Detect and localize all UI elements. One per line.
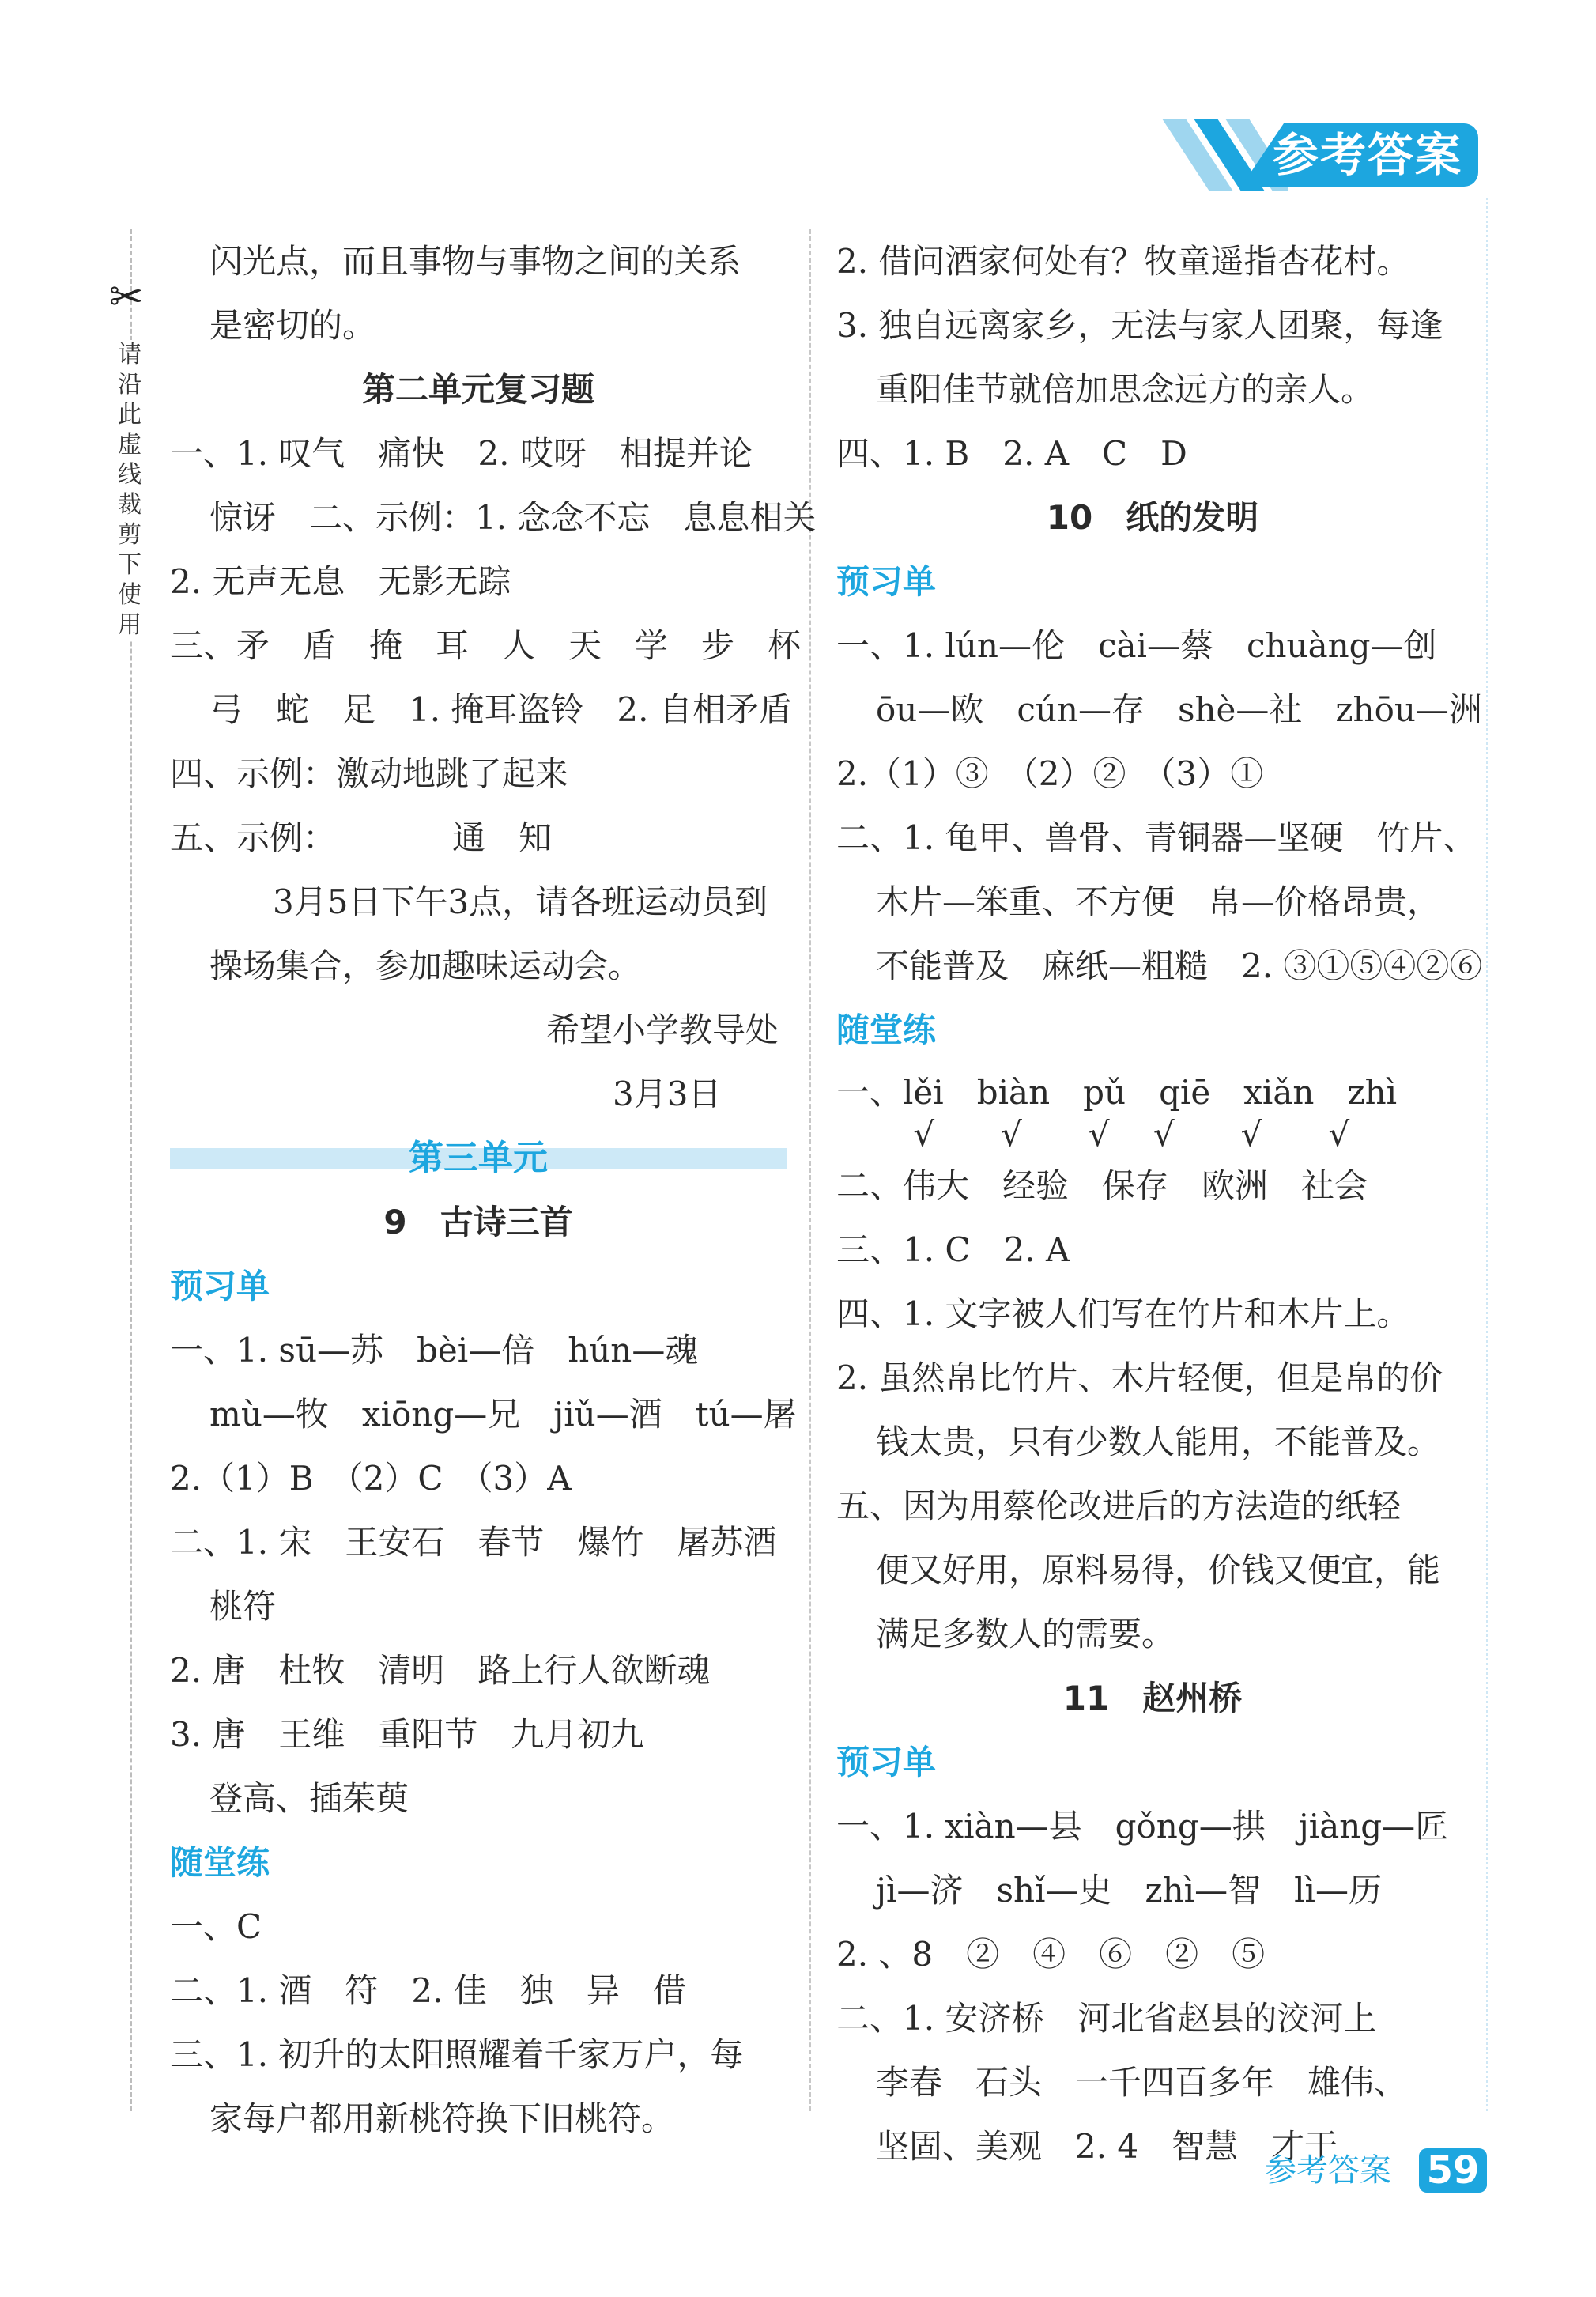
text-line: 五、示例： 通 知 [170, 818, 553, 857]
lesson-title: 11 赵州桥 [1062, 1679, 1243, 1717]
text-line: 四、1. 文字被人们写在竹片和木片上。 [836, 1294, 1410, 1333]
text-line: jì—济 shǐ—史 zhì—智 lì—历 [876, 1871, 1382, 1910]
notice-body: 操场集合，参加趣味运动会。 [209, 946, 642, 985]
text-line: 2. 无声无息 无影无踪 [170, 562, 511, 601]
unit-heading [170, 1126, 787, 1190]
text-line: 李春 石头 一千四百多年 雄伟、 [876, 2063, 1408, 2102]
text-line: 钱太贵，只有少数人能用，不能普及。 [876, 1422, 1441, 1461]
text-line: 弓 蛇 足 1. 掩耳盗铃 2. 自相矛盾 [209, 690, 792, 729]
section-label: 预习单 [836, 562, 937, 601]
right-border [1486, 198, 1488, 2111]
section-label: 预习单 [836, 1743, 937, 1781]
check-marks-row: √ √ √ √ √ √ [836, 1115, 1350, 1154]
text-line: 一、C [170, 1907, 262, 1946]
text-line: 二、伟大 经验 保存 欧洲 社会 [836, 1166, 1368, 1205]
cut-instruction: 请沿此虚线裁剪下使用 [114, 340, 145, 640]
lesson-title: 10 纸的发明 [1046, 498, 1259, 537]
text-line: 四、1. B 2. A C D [836, 434, 1187, 473]
page-number: 59 [1419, 2148, 1487, 2193]
text-line: 五、因为用蔡伦改进后的方法造的纸轻 [836, 1487, 1402, 1525]
text-line: 家每户都用新桃符换下旧桃符。 [209, 2099, 675, 2138]
text-line: 坚固、美观 2. 4 智慧 才干 [876, 2127, 1338, 2166]
lesson-title: 9 古诗三首 [383, 1203, 573, 1241]
text-line: 3. 唐 王维 重阳节 九月初九 [170, 1715, 644, 1754]
scissors-icon: ✂ [109, 274, 144, 321]
badge-title: 参考答案 [1272, 128, 1462, 182]
text-line: 桃符 [209, 1587, 277, 1626]
text-line: 2.（1）B （2）C （3）A [170, 1459, 572, 1498]
text-line: 二、1. 龟甲、兽骨、青铜器—坚硬 竹片、 [836, 818, 1477, 857]
section-label: 随堂练 [170, 1843, 270, 1882]
text-line: 重阳佳节就倍加思念远方的亲人。 [876, 370, 1375, 409]
text-line: 登高、插茱萸 [209, 1779, 409, 1818]
text-line: 3. 独自远离家乡，无法与家人团聚，每逢 [836, 306, 1443, 345]
text-line: ōu—欧 cún—存 shè—社 zhōu—洲 [876, 690, 1482, 729]
text-line: 2.（1）③ （2）② （3）① [836, 754, 1264, 793]
right-column [836, 229, 1483, 2178]
text-line: 是密切的。 [209, 306, 376, 345]
footer-label: 参考答案 [1265, 2152, 1391, 2189]
text-line: 四、示例：激动地跳了起来 [170, 754, 569, 793]
text-line: 二、1. 宋 王安石 春节 爆竹 屠苏酒 [170, 1523, 777, 1562]
text-line: 二、1. 安济桥 河北省赵县的洨河上 [836, 1999, 1377, 2038]
text-line: 便又好用，原料易得，价钱又便宜，能 [876, 1551, 1441, 1589]
text-line: 三、1. C 2. A [836, 1230, 1070, 1269]
text-line: 满足多数人的需要。 [876, 1615, 1175, 1653]
text-line: 木片—笨重、不方便 帛—价格昂贵， [876, 882, 1441, 921]
text-line: 二、1. 酒 符 2. 佳 独 异 借 [170, 1971, 686, 2010]
text-line: 闪光点，而且事物与事物之间的关系 [209, 242, 741, 281]
text-line: 一、1. lún—伦 cài—蔡 chuàng—创 [836, 626, 1437, 665]
text-line: mù—牧 xiōng—兄 jiǔ—酒 tú—屠 [209, 1395, 797, 1434]
text-line: 一、1. 叹气 痛快 2. 哎呀 相提并论 [170, 434, 753, 473]
notice-signature: 希望小学教导处 [545, 1011, 779, 1049]
section-label: 随堂练 [836, 1011, 937, 1049]
unit-heading-text: 第三单元 [409, 1138, 548, 1178]
text-line: 三、1. 初升的太阳照耀着千家万户，每 [170, 2035, 744, 2074]
left-column [170, 229, 817, 2151]
text-line: 一、1. sū—苏 bèi—倍 hún—魂 [170, 1331, 699, 1370]
pinyin-row: 一、lěi biàn pǔ qiē xiǎn zhì [836, 1073, 1398, 1112]
text-line: 惊讶 二、示例：1. 念念不忘 息息相关 [209, 498, 817, 537]
text-line: 三、矛 盾 掩 耳 人 天 学 步 杯 [170, 626, 802, 665]
text-line: 2. 借问酒家何处有？牧童遥指杏花村。 [836, 242, 1410, 281]
text-line: 2. 、8 ② ④ ⑥ ② ⑤ [836, 1935, 1266, 1974]
answer-key-badge [1162, 119, 1490, 191]
text-line: 2. 虽然帛比竹片、木片轻便，但是帛的价 [836, 1358, 1443, 1397]
page-footer [1265, 2147, 1494, 2194]
text-line: 2. 唐 杜牧 清明 路上行人欲断魂 [170, 1651, 711, 1690]
text-line: 不能普及 麻纸—粗糙 2. ③①⑤④②⑥ [876, 946, 1483, 985]
text-line: 一、1. xiàn—县 gǒng—拱 jiàng—匠 [836, 1807, 1449, 1846]
section-label: 预习单 [170, 1267, 270, 1305]
notice-date: 3月3日 [613, 1075, 722, 1113]
notice-body: 3月5日下午3点，请各班运动员到 [273, 882, 768, 921]
review-title: 第二单元复习题 [361, 370, 594, 409]
